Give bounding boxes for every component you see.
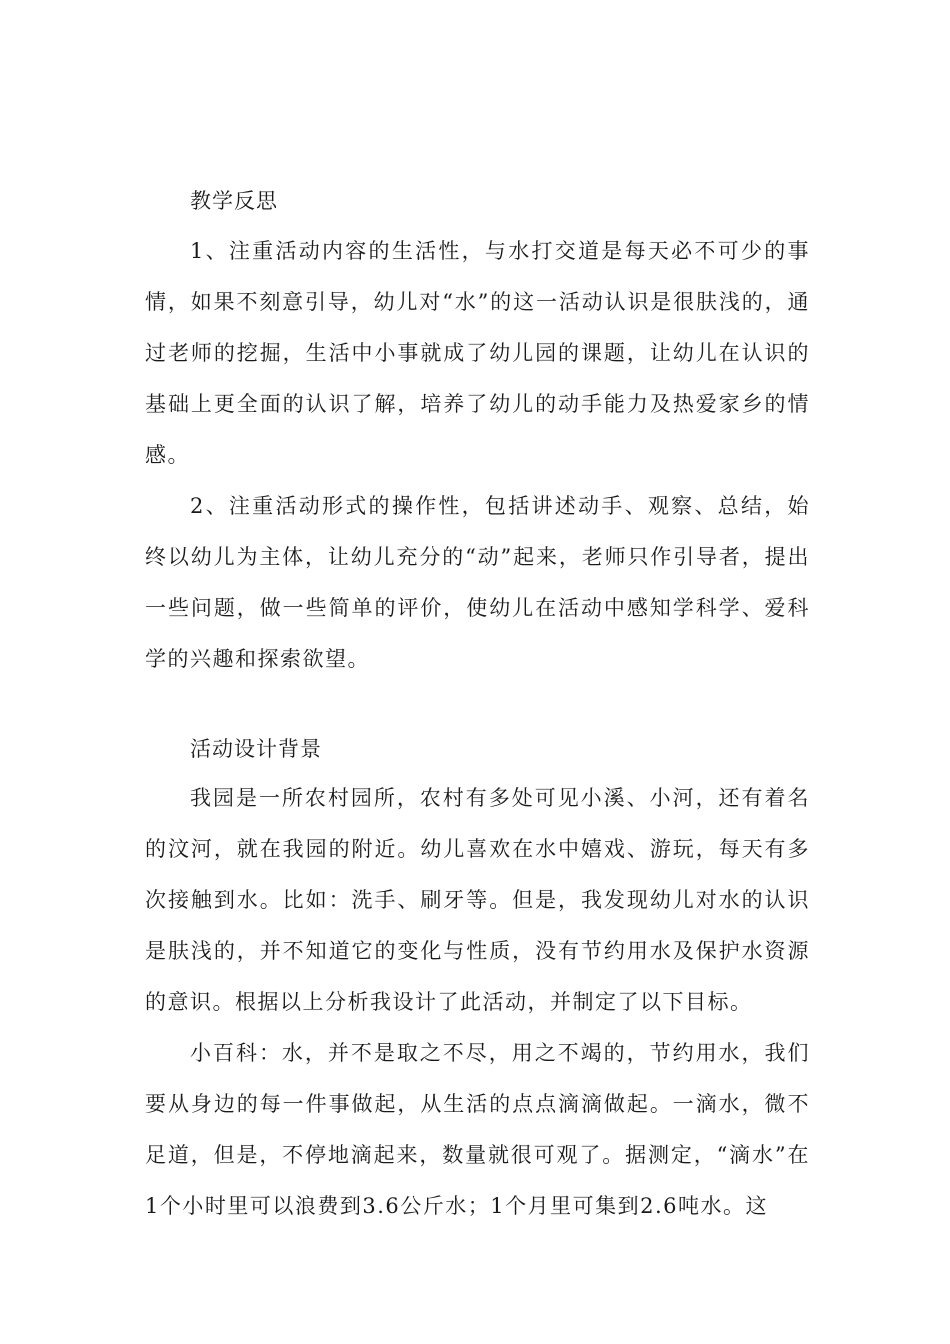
paragraph-reflection-2: 2、注重活动形式的操作性，包括讲述动手、观察、总结，始终以幼儿为主体，让幼儿充分的“动”起来，老师只作引导者，提出一些问题，做一些简单的评价，使幼儿在活动中感知学科学、爱科学的兴趣和探索欲望。 (145, 494, 810, 671)
paragraph-reflection-1: 1、注重活动内容的生活性，与水打交道是每天必不可少的事情，如果不刻意引导，幼儿对“水”的这一活动认识是很肤浅的，通过老师的挖掘，生活中小事就成了幼儿园的课题，让幼儿在认识的基础上更全面的认识了解，培养了幼儿的动手能力及热爱家乡的情感。 (145, 239, 810, 467)
paragraph-encyclopedia: 小百科：水，并不是取之不尽，用之不竭的，节约用水，我们要从身边的每一件事做起，从生活的点点滴滴做起。一滴水，微不足道，但是，不停地滴起来，数量就很可观了。据测定，“滴水”在1个小时里可以浪费到3.6公斤水；1个月里可集到2.6吨水。这 (145, 1041, 810, 1218)
section-heading-teaching-reflection: 教学反思 (190, 189, 278, 213)
section-heading-activity-background: 活动设计背景 (190, 737, 322, 761)
paragraph-background: 我园是一所农村园所，农村有多处可见小溪、小河，还有着名的汶河，就在我园的附近。幼儿喜欢在水中嬉戏、游玩，每天有多次接触到水。比如：洗手、刷牙等。但是，我发现幼儿对水的认识是肤浅的，并不知道它的变化与性质，没有节约用水及保护水资源的意识。根据以上分析我设计了此活动，并制定了以下目标。 (145, 786, 810, 1014)
